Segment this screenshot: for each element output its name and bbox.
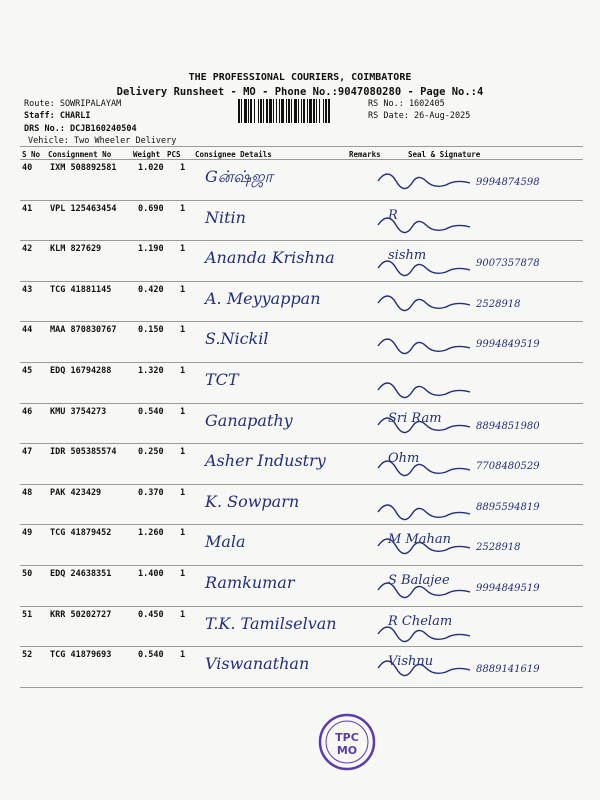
barcode-bar bbox=[269, 99, 272, 123]
drs-label: DRS No.: DCJB160240504 bbox=[24, 124, 137, 134]
runsheet-row bbox=[0, 569, 600, 609]
signature-stroke bbox=[378, 339, 470, 354]
row-phone-handwritten: 8895594819 bbox=[476, 501, 540, 513]
row-consignment-no: TCG 41881145 bbox=[50, 284, 112, 295]
signature-scribble bbox=[370, 447, 480, 487]
row-consignee-handwritten: Mala bbox=[205, 532, 246, 552]
row-sno: 48 bbox=[22, 487, 33, 498]
row-pcs: 1 bbox=[180, 528, 186, 539]
barcode-bar bbox=[263, 99, 264, 123]
barcode-bar bbox=[238, 99, 240, 123]
row-sno: 46 bbox=[22, 406, 33, 417]
row-consignee-handwritten: Ananda Krishna bbox=[205, 248, 335, 268]
row-consignee-handwritten: Gன்ஷ்ஜா bbox=[205, 167, 273, 186]
row-phone-handwritten: 9007357878 bbox=[476, 258, 540, 270]
runsheet-subtitle: Delivery Runsheet - MO - Phone No.:9047080280 - Page No.:4 bbox=[116, 86, 484, 98]
row-consignee-handwritten: TCT bbox=[205, 370, 239, 389]
runsheet-row bbox=[0, 610, 600, 650]
runsheet-row bbox=[0, 488, 600, 528]
row-weight: 0.420 bbox=[138, 284, 164, 295]
row-pcs: 1 bbox=[180, 609, 186, 620]
row-signature-text: R Chelam bbox=[388, 613, 453, 629]
row-consignee-handwritten: T.K. Tamilselvan bbox=[205, 613, 337, 633]
barcode-bar bbox=[279, 99, 280, 123]
barcode-bar bbox=[301, 99, 302, 123]
rs-date: RS Date: 26-Aug-2025 bbox=[368, 111, 471, 121]
runsheet-row bbox=[0, 366, 600, 406]
row-weight: 1.190 bbox=[138, 244, 164, 255]
signature-scribble bbox=[370, 163, 480, 203]
row-divider bbox=[20, 403, 583, 404]
row-signature-text: M Mahan bbox=[388, 532, 452, 548]
row-divider bbox=[20, 362, 583, 363]
row-pcs: 1 bbox=[180, 650, 186, 661]
runsheet-row bbox=[0, 528, 600, 568]
row-phone-handwritten: 2528918 bbox=[476, 298, 521, 310]
row-sno: 42 bbox=[22, 244, 33, 255]
row-weight: 1.020 bbox=[138, 163, 164, 173]
row-consignment-no: IDR 505385574 bbox=[50, 447, 117, 458]
row-divider bbox=[20, 200, 583, 201]
row-consignee-handwritten: S.Nickil bbox=[205, 329, 269, 349]
row-sno: 47 bbox=[22, 447, 33, 458]
signature-stroke bbox=[378, 505, 470, 520]
row-consignment-no: VPL 125463454 bbox=[50, 203, 117, 214]
row-pcs: 1 bbox=[180, 163, 186, 173]
row-weight: 0.540 bbox=[138, 650, 164, 661]
row-sno: 52 bbox=[22, 650, 33, 661]
row-pcs: 1 bbox=[180, 569, 186, 579]
row-consignment-no: PAK 423429 bbox=[50, 487, 102, 498]
row-sno: 43 bbox=[22, 284, 33, 295]
barcode-bar bbox=[281, 99, 284, 123]
row-divider bbox=[20, 646, 583, 647]
row-weight: 1.400 bbox=[138, 569, 164, 579]
stamp-line2: MO bbox=[336, 744, 358, 757]
barcode-bar bbox=[325, 99, 327, 123]
row-phone-handwritten: 2528918 bbox=[476, 542, 521, 554]
barcode-bar bbox=[309, 99, 312, 123]
row-phone-handwritten: 7708480529 bbox=[476, 461, 540, 473]
row-sno: 49 bbox=[22, 528, 33, 539]
signature-stroke bbox=[378, 627, 470, 642]
row-consignment-no: EDQ 24638351 bbox=[50, 569, 112, 579]
row-pcs: 1 bbox=[180, 406, 186, 417]
barcode-bar bbox=[316, 99, 317, 123]
row-sno: 51 bbox=[22, 609, 33, 620]
barcode-icon bbox=[238, 99, 365, 123]
col-weight: Weight bbox=[133, 150, 161, 159]
row-pcs: 1 bbox=[180, 325, 186, 336]
barcode-bar bbox=[286, 99, 287, 123]
row-consignment-no: MAA 870830767 bbox=[50, 325, 117, 336]
row-sno: 44 bbox=[22, 325, 33, 336]
col-sno: S No bbox=[22, 150, 41, 159]
row-phone-handwritten: 8894851980 bbox=[476, 420, 540, 432]
runsheet-row bbox=[0, 163, 600, 203]
signature-scribble bbox=[370, 204, 480, 244]
row-divider bbox=[20, 687, 583, 688]
barcode-bar bbox=[294, 99, 297, 123]
route-label: Route: SOWRIPALAYAM bbox=[24, 99, 122, 109]
row-divider bbox=[20, 524, 583, 525]
row-divider bbox=[20, 484, 583, 485]
row-sno: 40 bbox=[22, 163, 33, 173]
runsheet-row bbox=[0, 244, 600, 284]
barcode-bar bbox=[288, 99, 290, 123]
col-consignment: Consignment No bbox=[48, 150, 112, 159]
vehicle-label: Vehicle: Two Wheeler Delivery bbox=[28, 136, 177, 146]
barcode-bar bbox=[250, 99, 252, 123]
barcode-bar bbox=[307, 99, 308, 123]
runsheet-row bbox=[0, 204, 600, 244]
row-weight: 0.150 bbox=[138, 325, 164, 336]
row-signature-text: Ohm bbox=[388, 451, 420, 467]
col-pcs: PCS bbox=[167, 150, 181, 159]
row-consignee-handwritten: Viswanathan bbox=[205, 654, 310, 674]
barcode-bar bbox=[241, 99, 242, 123]
row-consignment-no: TCG 41879452 bbox=[50, 528, 112, 539]
barcode-bar bbox=[254, 99, 255, 123]
row-consignment-no: KLM 827629 bbox=[50, 244, 102, 255]
row-divider bbox=[20, 240, 583, 241]
runsheet-row bbox=[0, 650, 600, 690]
row-consignee-handwritten: Nitin bbox=[205, 207, 246, 227]
row-consignment-no: EDQ 16794288 bbox=[50, 366, 112, 376]
barcode-bar bbox=[260, 99, 262, 123]
row-weight: 0.450 bbox=[138, 609, 164, 620]
row-weight: 1.320 bbox=[138, 366, 164, 376]
row-weight: 0.540 bbox=[138, 406, 164, 417]
row-divider bbox=[20, 321, 583, 322]
header-divider bbox=[20, 146, 583, 147]
signature-scribble bbox=[370, 325, 480, 365]
row-consignee-handwritten: K. Sowparn bbox=[205, 491, 300, 511]
row-phone-handwritten: 9994849519 bbox=[476, 583, 540, 594]
row-weight: 0.690 bbox=[138, 203, 164, 214]
row-consignment-no: KMU 3754273 bbox=[50, 406, 107, 417]
row-divider bbox=[20, 443, 583, 444]
row-signature-text: sishm bbox=[388, 248, 427, 264]
company-title: THE PROFESSIONAL COURIERS, COIMBATORE bbox=[188, 72, 412, 83]
barcode-bar bbox=[319, 99, 320, 123]
tpc-mo-stamp bbox=[317, 712, 377, 772]
row-divider bbox=[20, 606, 583, 607]
row-consignment-no: KRR 50202727 bbox=[50, 609, 112, 620]
row-signature-text: Vishnu bbox=[388, 654, 434, 670]
row-phone-handwritten: 8889141619 bbox=[476, 664, 540, 676]
col-seal-signature: Seal & Signature bbox=[408, 150, 481, 159]
row-consignee-handwritten: Ganapathy bbox=[205, 410, 293, 430]
stamp-line1: TPC bbox=[335, 731, 359, 744]
barcode-bar bbox=[244, 99, 247, 123]
barcode-bar bbox=[291, 99, 292, 123]
col-remarks: Remarks bbox=[349, 150, 381, 159]
runsheet-row bbox=[0, 407, 600, 447]
staff-label: Staff: CHARLI bbox=[24, 111, 91, 121]
barcode-bar bbox=[273, 99, 274, 123]
row-sno: 50 bbox=[22, 569, 33, 579]
barcode-bar bbox=[276, 99, 277, 123]
barcode-bar bbox=[266, 99, 268, 123]
row-sno: 41 bbox=[22, 203, 33, 214]
row-consignee-handwritten: A. Meyyappan bbox=[205, 288, 321, 308]
signature-stroke bbox=[378, 296, 470, 311]
signature-scribble bbox=[370, 488, 480, 528]
signature-stroke bbox=[378, 383, 470, 398]
row-consignee-handwritten: Asher Industry bbox=[205, 451, 326, 471]
barcode-bar bbox=[323, 99, 324, 123]
row-signature-text: R bbox=[388, 207, 398, 223]
row-consignee-handwritten: Ramkumar bbox=[205, 573, 295, 592]
row-pcs: 1 bbox=[180, 487, 186, 498]
row-consignment-no: TCG 41879693 bbox=[50, 650, 112, 661]
row-phone-handwritten: 9994874598 bbox=[476, 177, 540, 188]
row-pcs: 1 bbox=[180, 447, 186, 458]
row-consignment-no: IXM 508892581 bbox=[50, 163, 117, 173]
col-consignee: Consignee Details bbox=[195, 150, 272, 159]
barcode-bar bbox=[258, 99, 259, 123]
signature-scribble bbox=[370, 285, 480, 325]
row-pcs: 1 bbox=[180, 284, 186, 295]
row-weight: 1.260 bbox=[138, 528, 164, 539]
barcode-bar bbox=[298, 99, 299, 123]
barcode-bar bbox=[313, 99, 315, 123]
runsheet-row bbox=[0, 285, 600, 325]
row-signature-text: Sri Ram bbox=[388, 410, 442, 426]
row-divider bbox=[20, 281, 583, 282]
row-pcs: 1 bbox=[180, 203, 186, 214]
signature-stroke bbox=[378, 174, 470, 189]
row-pcs: 1 bbox=[180, 366, 186, 376]
rs-number: RS No.: 1602405 bbox=[368, 99, 445, 109]
row-sno: 45 bbox=[22, 366, 33, 376]
barcode-bar bbox=[248, 99, 249, 123]
signature-stroke bbox=[378, 261, 470, 276]
runsheet-row bbox=[0, 447, 600, 487]
barcode-bar bbox=[303, 99, 305, 123]
column-divider bbox=[20, 159, 583, 160]
signature-scribble bbox=[370, 366, 480, 406]
row-pcs: 1 bbox=[180, 244, 186, 255]
runsheet-row bbox=[0, 325, 600, 365]
row-weight: 0.250 bbox=[138, 447, 164, 458]
row-divider bbox=[20, 565, 583, 566]
row-signature-text: S Balajee bbox=[388, 573, 450, 588]
row-weight: 0.370 bbox=[138, 487, 164, 498]
barcode-bar bbox=[328, 99, 330, 123]
row-phone-handwritten: 9994849519 bbox=[476, 339, 540, 351]
